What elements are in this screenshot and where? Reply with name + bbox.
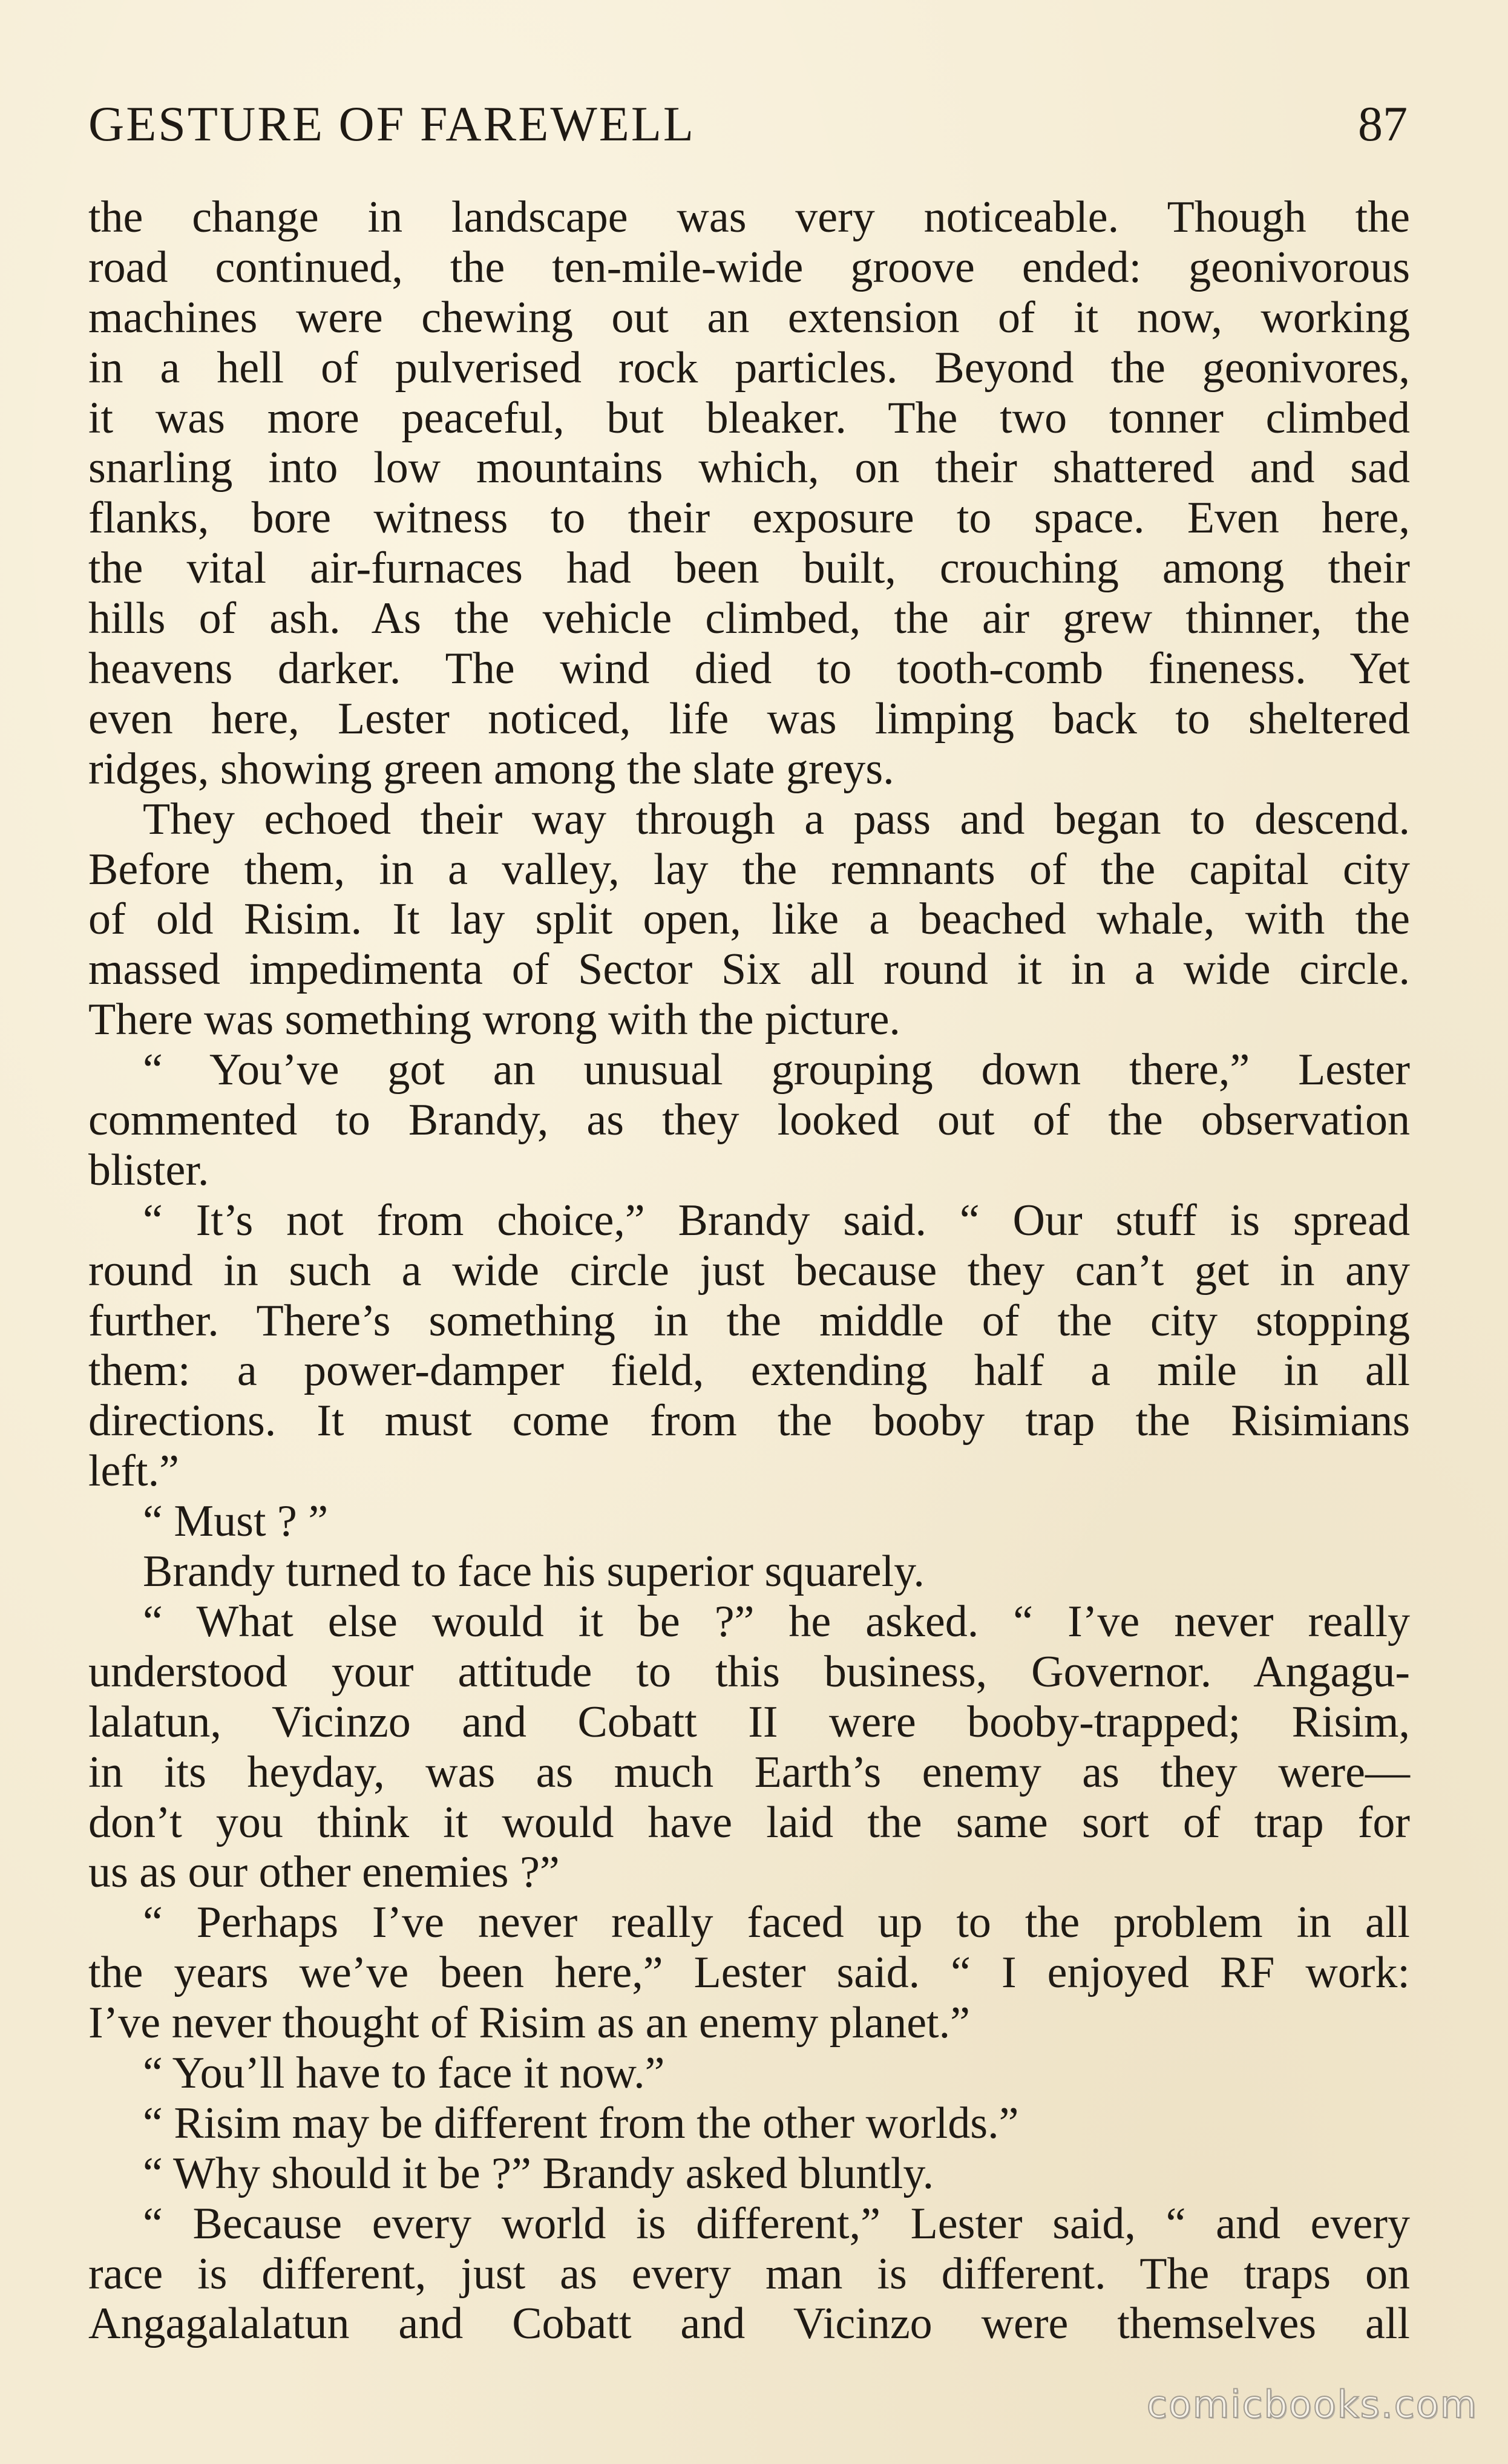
text-line: it was more peaceful, but bleaker. The two tonner climbed <box>88 393 1410 443</box>
text-line: massed impedimenta of Sector Six all round it in a wide circle. <box>88 945 1410 995</box>
page-number: 87 <box>1358 96 1408 151</box>
text-line: don’t you think it would have laid the same sort of trap for <box>88 1797 1410 1847</box>
text-line: “ Perhaps I’ve never really faced up to the problem in all <box>143 1898 1410 1948</box>
text-line: “ Because every world is different,” Lester said, “ and every <box>143 2198 1410 2249</box>
watermark-logo: comicbooks.com <box>1146 2382 1478 2426</box>
text-line: blister. <box>88 1145 209 1195</box>
text-line: Angagalalatun and Cobatt and Vicinzo were themselves all <box>88 2299 1410 2349</box>
text-line: the years we’ve been here,” Lester said. “ I enjoyed RF work: <box>88 1948 1410 1998</box>
text-line: “ What else would it be ?” he asked. “ I’ve never really <box>143 1596 1410 1646</box>
text-line: even here, Lester noticed, life was limping back to sheltered <box>88 693 1410 744</box>
text-line: flanks, bore witness to their exposure to space. Even here, <box>88 493 1410 543</box>
text-line: the vital air-furnaces had been built, crouching among their <box>88 543 1410 594</box>
text-line: “ You’ll have to face it now.” <box>143 2048 665 2098</box>
text-line: of old Risim. It lay split open, like a beached whale, with the <box>88 894 1410 945</box>
text-line: race is different, just as every man is different. The traps on <box>88 2249 1410 2299</box>
text-line: Brandy turned to face his superior squarely. <box>143 1547 925 1597</box>
text-line: “ Why should it be ?” Brandy asked bluntly. <box>143 2148 934 2198</box>
text-line: “ You’ve got an unusual grouping down there,” Lester <box>143 1045 1410 1095</box>
text-line: They echoed their way through a pass and began to descend. <box>143 794 1410 844</box>
text-line: There was something wrong with the picture. <box>88 995 900 1045</box>
text-line: lalatun, Vicinzo and Cobatt II were booby-trapped; Risim, <box>88 1697 1410 1747</box>
body-text <box>88 192 1410 2349</box>
text-line: machines were chewing out an extension of it now, working <box>88 292 1410 342</box>
text-line: the change in landscape was very noticeable. Though the <box>88 192 1410 242</box>
text-line: in its heyday, was as much Earth’s enemy as they were— <box>88 1747 1410 1797</box>
text-line: in a hell of pulverised rock particles. Beyond the geonivores, <box>88 342 1410 393</box>
text-line: understood your attitude to this business, Governor. Angagu- <box>88 1646 1410 1697</box>
text-line: left.” <box>88 1446 179 1496</box>
text-line: hills of ash. As the vehicle climbed, the air grew thinner, the <box>88 594 1410 644</box>
text-line: “ Risim may be different from the other worlds.” <box>143 2098 1019 2148</box>
text-line: directions. It must come from the booby trap the Risimians <box>88 1396 1410 1446</box>
text-line: I’ve never thought of Risim as an enemy planet.” <box>88 1998 970 2048</box>
text-line: heavens darker. The wind died to tooth-comb fineness. Yet <box>88 644 1410 694</box>
running-head: GESTURE OF FAREWELL <box>88 96 696 151</box>
text-line: ridges, showing green among the slate greys. <box>88 744 894 794</box>
text-line: us as our other enemies ?” <box>88 1847 560 1898</box>
text-line: them: a power-damper field, extending half a mile in all <box>88 1346 1410 1396</box>
text-line: further. There’s something in the middle of the city stopping <box>88 1296 1410 1346</box>
text-line: “ Must ? ” <box>143 1496 329 1547</box>
text-line: commented to Brandy, as they looked out of the observation <box>88 1095 1410 1145</box>
page-header <box>88 91 1408 157</box>
text-line: Before them, in a valley, lay the remnants of the capital city <box>88 844 1410 894</box>
text-line: road continued, the ten-mile-wide groove ended: geonivorous <box>88 242 1410 292</box>
text-line: “ It’s not from choice,” Brandy said. “ Our stuff is spread <box>143 1195 1410 1245</box>
text-line: round in such a wide circle just because they can’t get in any <box>88 1245 1410 1296</box>
text-line: snarling into low mountains which, on their shattered and sad <box>88 443 1410 493</box>
